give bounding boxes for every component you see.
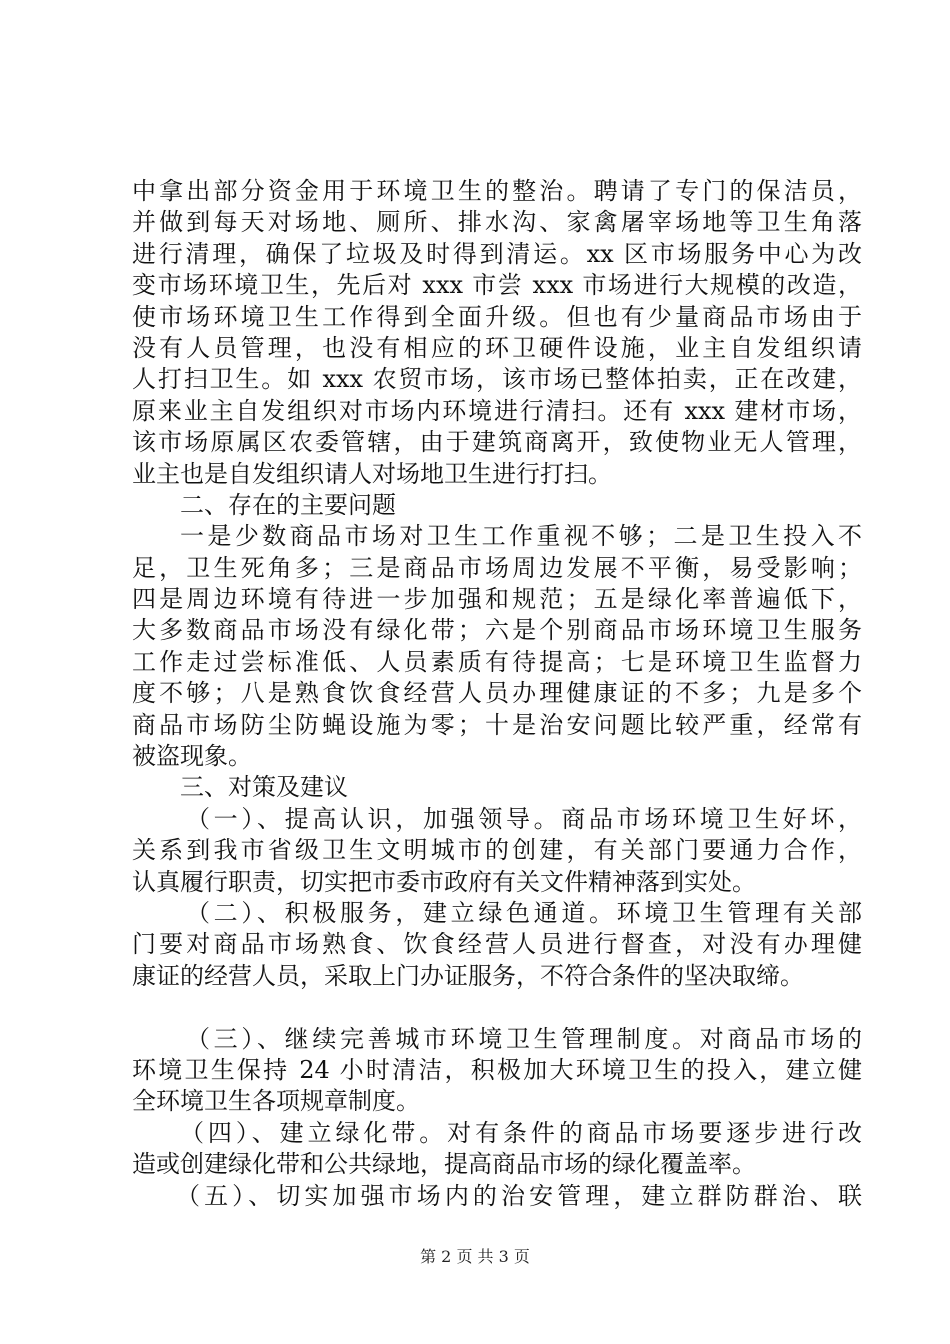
section-heading-problems: 二、存在的主要问题: [180, 490, 396, 519]
paragraph-line: 一是少数商品市场对卫生工作重视不够；二是卫生投入不: [180, 522, 862, 551]
paragraph-line: 门要对商品市场熟食、饮食经营人员进行督查，对没有办理健: [132, 930, 862, 959]
paragraph-line: 工作走过尝标准低、人员素质有待提高；七是环境卫生监督力: [132, 647, 862, 676]
paragraph-line: 进行清理，确保了垃圾及时得到清运。xx 区市场服务中心为改: [132, 239, 862, 268]
paragraph-line: 四是周边环境有待进一步加强和规范；五是绿化率普遍低下，: [132, 585, 862, 614]
paragraph-line: 变市场环境卫生，先后对 xxx 市尝 xxx 市场进行大规模的改造，: [132, 271, 862, 300]
paragraph-line: 康证的经营人员，采取上门办证服务，不符合条件的坚决取缔。: [132, 961, 804, 990]
paragraph-line: 商品市场防尘防蝇设施为零；十是治安问题比较严重，经常有: [132, 710, 862, 739]
blank-line: [132, 992, 862, 1023]
paragraph-line: （一）、提高认识，加强领导。商品市场环境卫生好坏，: [186, 804, 862, 833]
paragraph-line: 造或创建绿化带和公共绿地，提高商品市场的绿化覆盖率。: [132, 1150, 756, 1179]
paragraph-line: 大多数商品市场没有绿化带；六是个别商品市场环境卫生服务: [132, 616, 862, 645]
paragraph-line: （四）、建立绿化带。对有条件的商品市场要逐步进行改: [180, 1118, 862, 1147]
paragraph-line: 环境卫生保持 24 小时清洁，积极加大环境卫生的投入，建立健: [132, 1055, 862, 1084]
paragraph-line: 人打扫卫生。如 xxx 农贸市场，该市场已整体拍卖，正在改建，: [132, 365, 862, 394]
paragraph-line: 中拿出部分资金用于环境卫生的整治。聘请了专门的保洁员，: [132, 177, 862, 205]
paragraph-line: 足，卫生死角多；三是商品市场周边发展不平衡，易受影响；: [132, 553, 862, 582]
paragraph-line: （三）、继续完善城市环境卫生管理制度。对商品市场的: [186, 1024, 862, 1053]
paragraph-line: 关系到我市省级卫生文明城市的创建，有关部门要通力合作，: [132, 836, 862, 865]
paragraph-line: 业主也是自发组织请人对场地卫生进行打扫。: [132, 459, 612, 488]
page-footer: 第 2 页 共 3 页: [420, 1247, 530, 1266]
paragraph-line: 认真履行职责，切实把市委市政府有关文件精神落到实处。: [132, 867, 756, 896]
section-heading-measures: 三、对策及建议: [180, 773, 348, 802]
paragraph-line: 被盗现象。: [132, 742, 252, 771]
body-text: [132, 176, 862, 1212]
paragraph-line: 度不够；八是熟食饮食经营人员办理健康证的不多；九是多个: [132, 679, 862, 708]
paragraph-line: 原来业主自发组织对市场内环境进行清扫。还有 xxx 建材市场，: [132, 396, 862, 425]
paragraph-line: （二）、积极服务，建立绿色通道。环境卫生管理有关部: [186, 898, 862, 927]
paragraph-line: 没有人员管理，也没有相应的环卫硬件设施，业主自发组织请: [132, 333, 862, 362]
paragraph-line: 使市场环境卫生工作得到全面升级。但也有少量商品市场由于: [132, 302, 862, 331]
paragraph-line: 该市场原属区农委管辖，由于建筑商离开，致使物业无人管理，: [132, 428, 862, 457]
paragraph-line: （五）、切实加强市场内的治安管理，建立群防群治、联: [176, 1181, 862, 1210]
paragraph-line: 并做到每天对场地、厕所、排水沟、家禽屠宰场地等卫生角落: [132, 208, 862, 237]
paragraph-line: 全环境卫生各项规章制度。: [132, 1087, 420, 1116]
